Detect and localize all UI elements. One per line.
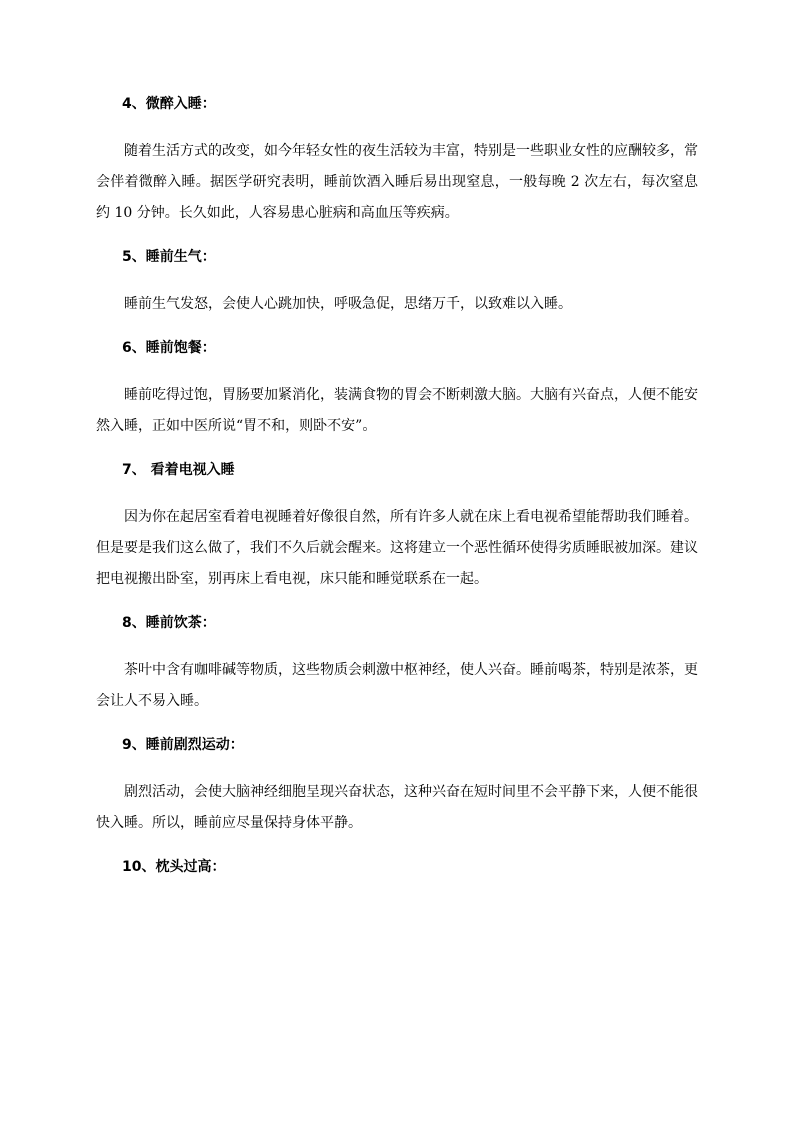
document-body <box>96 90 698 899</box>
section-heading-6: 6、睡前饱餐： <box>122 340 216 356</box>
section-heading-9: 9、睡前剧烈运动： <box>122 737 244 753</box>
section-paragraph-8: 茶叶中含有咖啡碱等物质，这些物质会刺激中枢神经，使人兴奋。睡前喝茶，特别是浓茶，更会让人不易入睡。 <box>96 662 698 709</box>
section-paragraph-7: 因为你在起居室看着电视睡着好像很自然，所有许多人就在床上看电视希望能帮助我们睡着。但是要是我们这么做了，我们不久后就会醒来。这将建立一个恶性循环使得劣质睡眠被加深。建议把电视搬出卧室，别再床上看电视，床只能和睡觉联系在一起。 <box>96 509 698 587</box>
section-paragraph-5: 睡前生气发怒，会使人心跳加快，呼吸急促，思绪万千，以致难以入睡。 <box>124 296 572 312</box>
section-heading-8: 8、睡前饮茶： <box>122 615 216 631</box>
section-heading-10: 10、枕头过高： <box>122 859 226 875</box>
section-paragraph-4: 随着生活方式的改变，如今年轻女性的夜生活较为丰富，特别是一些职业女性的应酬较多，常会伴着微醉入睡。据医学研究表明，睡前饮酒入睡后易出现窒息，一般每晚 2 次左右，每次窒息约 10 分钟。长久如此，人容易患心脏病和高血压等疾病。 <box>96 143 698 221</box>
section-paragraph-6: 睡前吃得过饱，胃肠要加紧消化，装满食物的胃会不断刺激大脑。大脑有兴奋点，人便不能安然入睡，正如中医所说“胃不和，则卧不安”。 <box>96 387 698 434</box>
section-heading-5: 5、睡前生气： <box>122 249 216 265</box>
section-paragraph-9: 剧烈活动，会使大脑神经细胞呈现兴奋状态，这种兴奋在短时间里不会平静下来，人便不能很快入睡。所以，睡前应尽量保持身体平静。 <box>96 784 698 831</box>
section-heading-7: 7、 看着电视入睡 <box>122 462 235 478</box>
section-heading-4: 4、微醉入睡： <box>122 96 216 112</box>
